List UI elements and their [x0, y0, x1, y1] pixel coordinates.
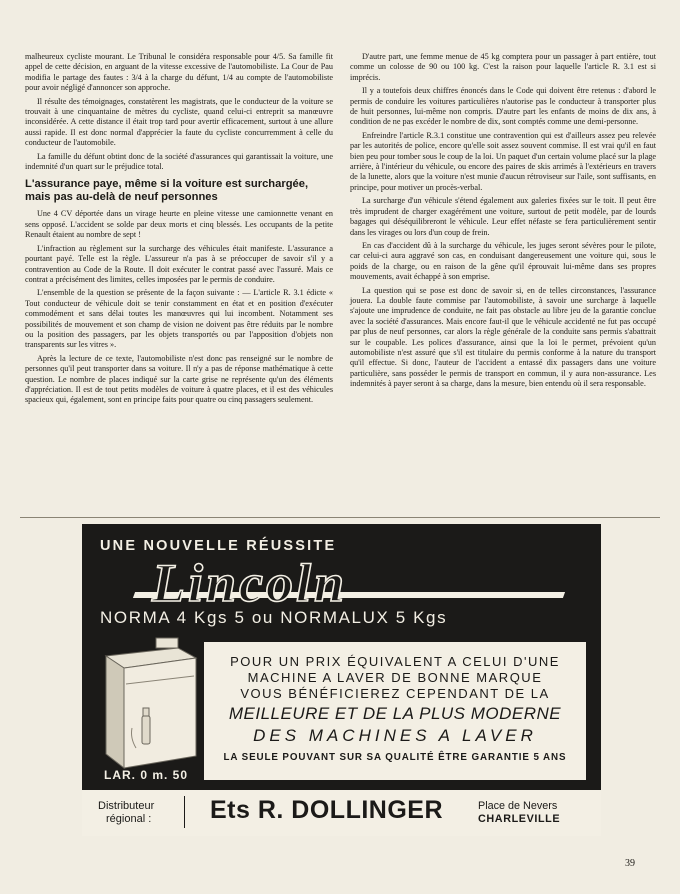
page-number: 39 [625, 858, 635, 869]
ad-tagline: UNE NOUVELLE RÉUSSITE [100, 538, 337, 554]
dealer-bar [82, 790, 601, 836]
address-city: CHARLEVILLE [478, 813, 561, 825]
ad-line: VOUS BÉNÉFICIEREZ CEPENDANT DE LA [240, 686, 550, 701]
article-paragraph: La question qui se pose est donc de savoir si, en de telles circonstances, l'assurance jouera. La double faute commise par l'automobiliste, à savoir une surcharge à laquelle s'ajoute une imprudence de conduite, ne fait pas obstacle au libre jeu de la garantie conclue avec la société d'assurances. Mais encore faut-il que le véhicule accidenté ne fut pas occupé par plus de neuf personnes, car alors la règle générale de la conduite sans permis s'abattrait sur le coupable. Les polices d'assurance, ainsi que la loi le permet, prévoient qu'un automobiliste n'est assuré que s'il est titulaire du permis conforme à la nature du transport qu'il effectue. Si donc, l'auteur de l'accident a entassé dix passagers dans une voiture particulière, sans posséder le permis de transport en commun, il y aura non-assurance. Les indemnités à payer seront à sa charge, dans la mesure, bien entendu où il sera responsable. [350, 285, 656, 389]
dealer-divider [184, 796, 185, 828]
dealer-name: Ets R. DOLLINGER [210, 796, 444, 824]
ad-guarantee: LA SEULE POUVANT SUR SA QUALITÉ ÊTRE GARANTIE 5 ANS [223, 752, 567, 763]
ad-line: POUR UN PRIX ÉQUIVALENT A CELUI D'UNE [230, 654, 560, 669]
distributor-line: Distributeur [98, 800, 155, 812]
article-paragraph: malheureux cycliste mourant. Le Tribunal le considéra responsable pour 4/5. Sa famille fit appel de cette décision, en arguant de la vitesse excessive de l'automobiliste. La Cour de Pau modifia le partage des fautes : 3/4 à la charge du défunt, 1/4 au compte de l'automobiliste pour avoir négligé d'annoncer son approche. [25, 52, 333, 93]
article-paragraph: Une 4 CV déportée dans un virage heurte en pleine vitesse une camionnette venant en sens opposé. L'accident se solde par deux morts et cinq blessés. Les occupants de la petite Renault étaient au nombre de sept ! [25, 209, 333, 240]
address-line: Place de Nevers [478, 800, 558, 812]
ad-line: MEILLEURE ET DE LA PLUS MODERNE [228, 704, 562, 723]
article-paragraph: L'ensemble de la question se présente de la façon suivante : — L'article R. 3.1 édicte « Tout conducteur de véhicule doit se tenir constamment en état et en position d'exécuter commodément et sans délai toutes les manœuvres qui lui incombent. Notamment ses possibilités de mouvement et son champ de vision ne doivent pas être réduits par le nombre ou la position des passagers, par les objets transportés ou par l'apposition d'objets non transparents sur les vitres ». [25, 288, 333, 350]
ad-models: NORMA 4 Kgs 5 ou NORMALUX 5 Kgs [100, 608, 448, 627]
article-paragraph: En cas d'accident dû à la surcharge du véhicule, les juges seront sévères pour le pilote, car celui-ci aura aggravé son cas, en conduisant dangereusement une voiture qui, sous le poids de la charge, ou en raison de la gêne qu'il éprouvait lui-même dans ses propres mouvements, avait échappé à son emprise. [350, 240, 656, 282]
brand-wordmark: Lincoln [152, 553, 348, 613]
article-paragraph: Il résulte des témoignages, constatèrent les magistrats, que le conducteur de la voiture se trouvait à une cinquantaine de mètres du cycliste, quand celui-ci entreprit sa manœuvre inconsidérée. A cette distance il était trop tard pour avertir efficacement, surtout à une allure aussi rapide. Il est donc normal d'apprécier la faute du cycliste concurremment à celle du conducteur de l'automobile. [25, 96, 333, 148]
distributor-label [98, 800, 154, 826]
section-divider [20, 517, 660, 518]
article-column-right [350, 52, 656, 393]
ad-message-panel [204, 642, 586, 780]
width-label: LAR. 0 m. 50 [104, 768, 189, 782]
ad-line: MACHINE A LAVER DE BONNE MARQUE [247, 670, 543, 685]
article-paragraph: Après la lecture de ce texte, l'automobiliste n'est donc pas renseigné sur le nombre de personnes qu'il peut transporter dans sa voiture. Il n'y a pas de réponse mathématique à cette question. Le nombre de places indiqué sur la carte grise ne représente qu'un des éléments d'appréciation. Il est de tout petits modèles de voiture à quatre places, et il est des véhicules spacieux qui, également, sont en principe faits pour quatre ou cinq passagers seulement. [25, 353, 333, 405]
article-paragraph: La famille du défunt obtint donc de la société d'assurances qui garantissait la voiture, une indemnité d'un quart sur le préjudice total. [25, 151, 333, 172]
lincoln-advertisement [82, 524, 601, 836]
distributor-line: régional : [106, 813, 152, 825]
article-paragraph: D'autre part, une femme menue de 45 kg comptera pour un passager à part entière, tout comme un colosse de 90 ou 100 kg. C'est la raison pour laquelle l'article R. 3.1 est si imprécis. [350, 52, 656, 82]
article-paragraph: Il y a toutefois deux chiffres énoncés dans le Code qui doivent être retenus : d'abord le permis de conduire les voitures particulières n'autorise pas le conducteur à transporter plus de huit personnes, lui-même non compris. D'autre part les enfants de moins de dix ans, à condition de ne pas excéder le nombre de dix, sont comptés comme une demi-personne. [350, 86, 656, 127]
washing-machine-illustration [96, 628, 204, 784]
article-paragraph: Enfreindre l'article R.3.1 constitue une contravention qui est d'ailleurs assez peu relevée par les autorités de police, encore qu'elle soit assez souvent commise. Il est vrai qu'il en faut bien peu pour tomber sous le coup de la loi. Un paquet d'un certain volume placé sur la plage arrière, à l'intérieur du véhicule, ou encore des paires de skis arrimés à l'extérieurs en travers de la lunette, alors que la voiture n'est munie d'aucun rétroviseur sur l'aile, sont suffisants, en principe, pour motiver un procès-verbal. [350, 130, 656, 192]
ad-line: DES MACHINES A LAVER [253, 726, 537, 745]
article-column-left [25, 52, 333, 409]
dealer-address [478, 800, 560, 826]
article-paragraph: L'infraction au règlement sur la surcharge des véhicules était manifeste. L'assurance a pourtant payé. Telle est la règle. L'assureur n'a pas à se préoccuper de savoir s'il y a contravention au Code de la Route. Il doit exécuter le contrat passé avec l'assuré. Mais ce contrat a précisément des limites, celles imposées par le permis de conduire. [25, 243, 333, 284]
article-paragraph: La surcharge d'un véhicule s'étend également aux galeries fixées sur le toit. Il peut être très imprudent de charger exagérément une voiture, surtout de petit modèle, par de lourds bagages qui déséquilibreront le véhicule. Leur effet néfaste se fera particulièrement sentir dans les virages ou lors d'un coup de frein. [350, 196, 656, 237]
article-subheading: L'assurance paye, même si la voiture est surchargée, mais pas au-delà de neuf personnes [25, 178, 309, 204]
